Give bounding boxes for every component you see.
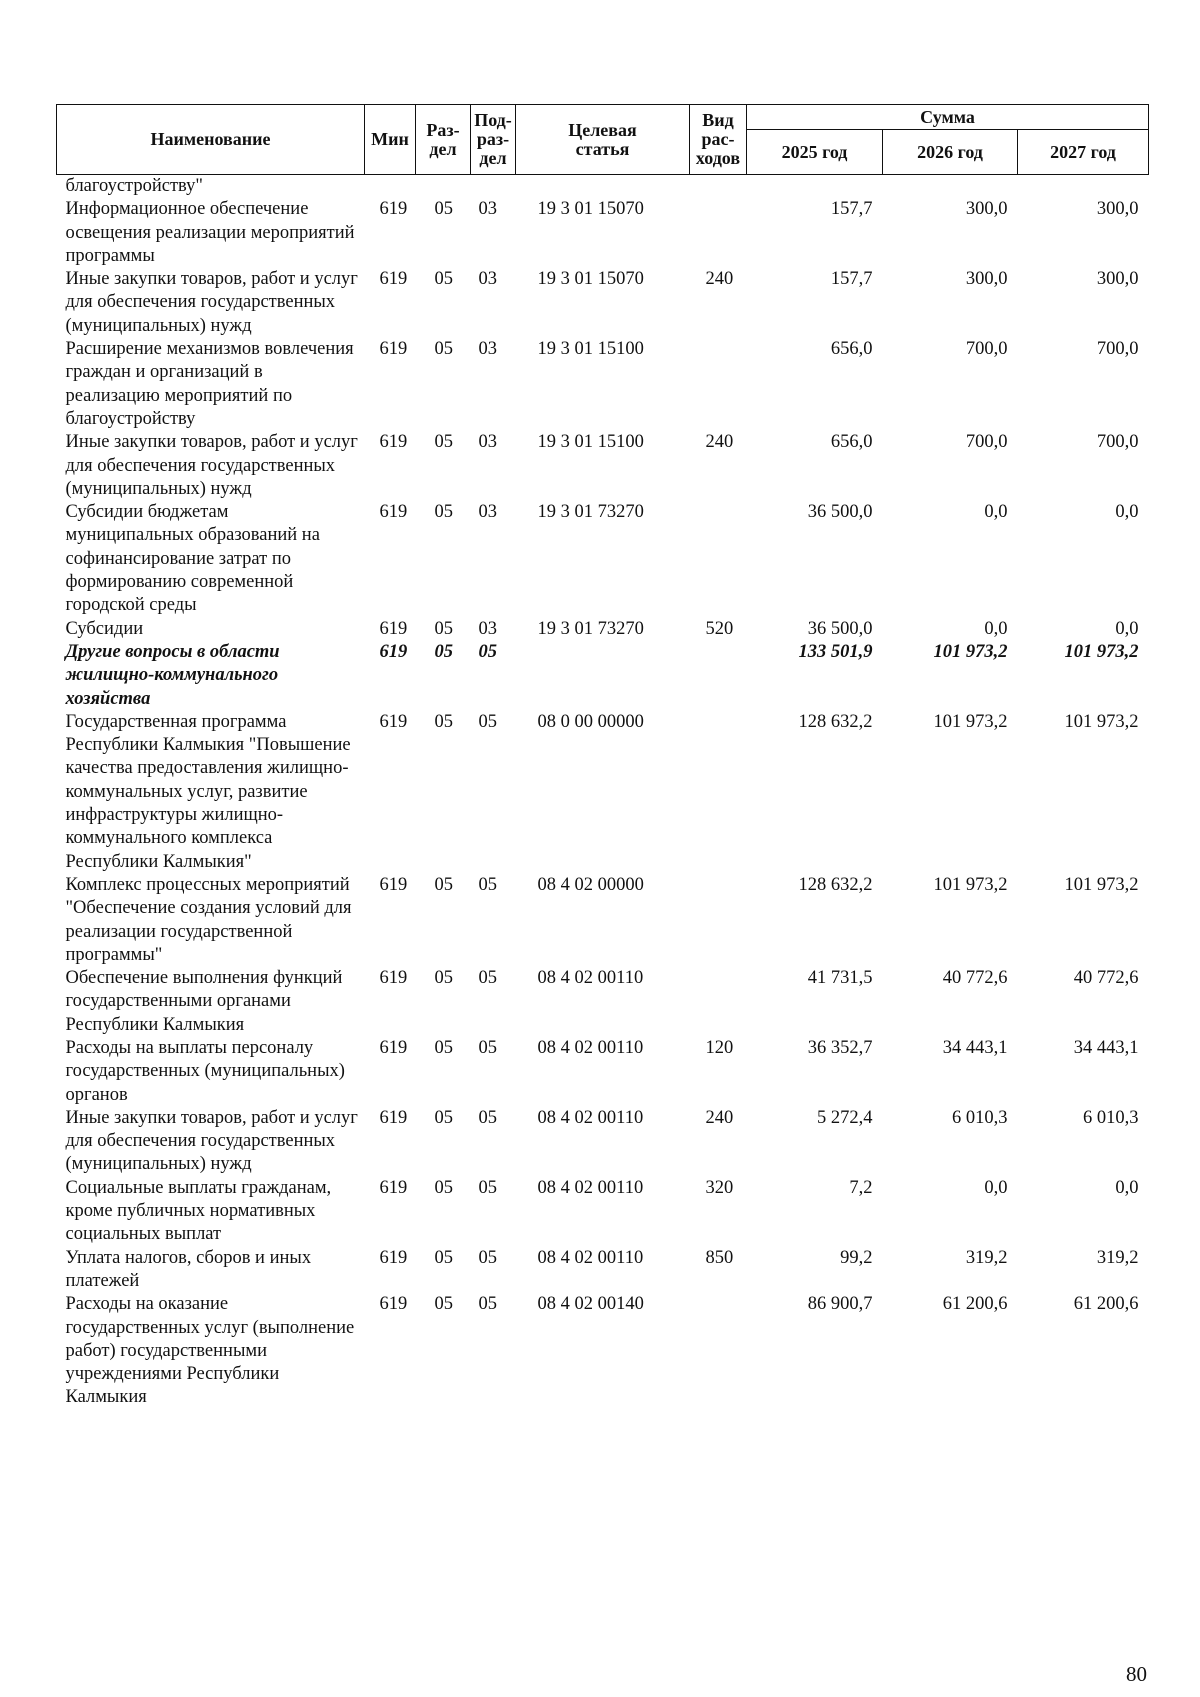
row-name: Обеспечение выполнения функций государственными органами Республики Калмыкия <box>65 968 343 1035</box>
table-row <box>57 641 1149 711</box>
row-sum-2026: 300,0 <box>965 269 1008 290</box>
row-razdel: 05 <box>434 1177 453 1198</box>
row-podrazdel: 05 <box>478 968 497 989</box>
row-min: 619 <box>379 1107 408 1128</box>
row-sum-2027 <box>1018 175 1149 199</box>
row-podrazdel: 03 <box>478 502 497 523</box>
row-min: 619 <box>379 968 408 989</box>
row-min: 619 <box>379 1037 408 1058</box>
row-sum-2026: 700,0 <box>965 432 1008 453</box>
row-sum-2026: 40 772,6 <box>942 968 1008 989</box>
row-celevaya: 08 4 02 00140 <box>537 1294 644 1315</box>
row-min <box>365 175 416 199</box>
row-celevaya: 19 3 01 73270 <box>537 618 644 639</box>
row-sum-2027: 0,0 <box>1115 618 1139 639</box>
row-sum-2025: 7,2 <box>849 1177 873 1198</box>
row-vid <box>690 501 747 617</box>
row-vid <box>690 874 747 967</box>
row-podrazdel: 05 <box>478 641 497 662</box>
row-razdel: 05 <box>434 199 453 220</box>
row-sum-2025 <box>747 175 883 199</box>
row-name: Социальные выплаты гражданам, кроме публичных нормативных социальных выплат <box>65 1177 332 1245</box>
row-min: 619 <box>379 1177 408 1198</box>
row-sum-2027: 61 200,6 <box>1073 1294 1139 1315</box>
page-number: 80 <box>1126 1662 1147 1686</box>
row-razdel: 05 <box>434 502 453 523</box>
table-body <box>57 175 1149 1410</box>
row-podrazdel: 03 <box>478 618 497 639</box>
table-row <box>57 967 1149 1037</box>
header-summa: Сумма <box>747 105 1149 130</box>
row-celevaya <box>516 175 690 199</box>
row-name: Субсидии бюджетам муниципальных образований на софинансирование затрат по формированию современной городской среды <box>65 502 320 616</box>
header-2027: 2027 год <box>1018 130 1149 175</box>
row-sum-2025: 157,7 <box>830 199 873 220</box>
row-name: Информационное обеспечение освещения реализации мероприятий программы <box>65 199 355 266</box>
row-vid <box>690 711 747 874</box>
row-name: Иные закупки товаров, работ и услуг для обеспечения государственных (муниципальных) нужд <box>65 269 358 336</box>
row-vid: 850 <box>705 1247 734 1268</box>
row-min: 619 <box>379 1247 408 1268</box>
row-razdel: 05 <box>434 968 453 989</box>
row-name: Государственная программа Республики Калмыкия "Повышение качества предоставления жилищно-коммунальных услуг, развитие инфраструктуры жилищно-коммунального комплекса Республики Калмыкия" <box>65 711 351 872</box>
table-row <box>57 618 1149 641</box>
row-celevaya <box>516 641 690 711</box>
row-sum-2025: 133 501,9 <box>798 641 873 662</box>
row-min: 619 <box>379 874 408 895</box>
row-podrazdel: 03 <box>478 269 497 290</box>
header-vid: Вид рас- ходов <box>690 105 747 175</box>
row-vid: 240 <box>705 269 734 290</box>
row-podrazdel: 03 <box>478 199 497 220</box>
row-vid: 520 <box>705 618 734 639</box>
row-name: Расходы на оказание государственных услуг (выполнение работ) государственными учреждениями Республики Калмыкия <box>65 1294 355 1408</box>
row-sum-2027: 34 443,1 <box>1073 1037 1139 1058</box>
row-vid <box>690 967 747 1037</box>
row-podrazdel: 05 <box>478 1247 497 1268</box>
row-sum-2026: 34 443,1 <box>942 1037 1008 1058</box>
row-celevaya: 08 4 02 00110 <box>537 968 644 989</box>
row-sum-2025: 36 500,0 <box>807 618 873 639</box>
row-sum-2026: 101 973,2 <box>933 711 1008 732</box>
table-row <box>57 268 1149 338</box>
row-sum-2025: 86 900,7 <box>807 1294 873 1315</box>
row-celevaya: 19 3 01 15100 <box>537 432 644 453</box>
row-podrazdel <box>471 175 516 199</box>
table-row <box>57 711 1149 874</box>
row-min: 619 <box>379 269 408 290</box>
header-razdel: Раз- дел <box>416 105 471 175</box>
row-podrazdel: 05 <box>478 1037 497 1058</box>
row-sum-2026: 101 973,2 <box>933 874 1008 895</box>
row-podrazdel: 05 <box>478 1107 497 1128</box>
row-celevaya: 08 4 02 00000 <box>537 874 644 895</box>
row-min: 619 <box>379 711 408 732</box>
row-sum-2027: 101 973,2 <box>1064 711 1139 732</box>
row-name: Иные закупки товаров, работ и услуг для обеспечения государственных (муниципальных) нужд <box>65 432 358 499</box>
row-sum-2027: 40 772,6 <box>1073 968 1139 989</box>
row-min: 619 <box>379 199 408 220</box>
row-razdel: 05 <box>434 1247 453 1268</box>
header-celevaya: Целевая статья <box>516 105 690 175</box>
row-razdel: 05 <box>434 1107 453 1128</box>
row-name: Расширение механизмов вовлечения граждан и организаций в реализацию мероприятий по благоустройству <box>65 339 354 429</box>
budget-table <box>56 104 1149 1410</box>
table-row <box>57 501 1149 617</box>
row-sum-2025: 99,2 <box>840 1247 873 1268</box>
header-2025: 2025 год <box>747 130 883 175</box>
row-celevaya: 19 3 01 15100 <box>537 339 644 360</box>
row-celevaya: 19 3 01 15070 <box>537 199 644 220</box>
row-sum-2026: 61 200,6 <box>942 1294 1008 1315</box>
row-vid <box>690 338 747 431</box>
row-sum-2027: 700,0 <box>1096 339 1139 360</box>
row-celevaya: 08 4 02 00110 <box>537 1107 644 1128</box>
row-sum-2027: 300,0 <box>1096 199 1139 220</box>
row-razdel: 05 <box>434 641 453 662</box>
row-celevaya: 08 0 00 00000 <box>537 711 644 732</box>
row-podrazdel: 03 <box>478 339 497 360</box>
table-row <box>57 1037 1149 1107</box>
header-name: Наименование <box>57 105 365 175</box>
table-row <box>57 198 1149 268</box>
row-celevaya: 19 3 01 73270 <box>537 502 644 523</box>
row-razdel: 05 <box>434 618 453 639</box>
row-name: Иные закупки товаров, работ и услуг для обеспечения государственных (муниципальных) нужд <box>65 1107 358 1175</box>
row-sum-2025: 36 352,7 <box>807 1037 873 1058</box>
row-sum-2025: 41 731,5 <box>807 968 873 989</box>
header-2026: 2026 год <box>883 130 1018 175</box>
row-razdel: 05 <box>434 1294 453 1315</box>
row-vid: 320 <box>705 1177 734 1198</box>
row-sum-2025: 656,0 <box>830 339 873 360</box>
row-min: 619 <box>379 502 408 523</box>
row-sum-2025: 656,0 <box>830 432 873 453</box>
row-podrazdel: 05 <box>478 1294 497 1315</box>
row-vid: 240 <box>705 1107 734 1128</box>
row-vid: 120 <box>705 1037 734 1058</box>
row-celevaya: 08 4 02 00110 <box>537 1247 644 1268</box>
table-row <box>57 338 1149 431</box>
row-sum-2026 <box>883 175 1018 199</box>
table-row <box>57 1177 1149 1247</box>
table-row <box>57 175 1149 199</box>
row-celevaya: 08 4 02 00110 <box>537 1037 644 1058</box>
row-vid <box>690 641 747 711</box>
row-vid <box>690 198 747 268</box>
table-row <box>57 1107 1149 1177</box>
row-name: Расходы на выплаты персоналу государственных (муниципальных) органов <box>65 1037 345 1105</box>
row-razdel <box>416 175 471 199</box>
row-razdel: 05 <box>434 1037 453 1058</box>
row-sum-2026: 0,0 <box>984 1177 1008 1198</box>
row-name: благоустройству" <box>65 176 203 196</box>
header-podrazdel: Под- раз- дел <box>471 105 516 175</box>
row-sum-2027: 101 973,2 <box>1064 874 1139 895</box>
row-podrazdel: 05 <box>478 711 497 732</box>
row-sum-2026: 0,0 <box>984 618 1008 639</box>
row-name: Комплекс процессных мероприятий "Обеспечение создания условий для реализации государственной программы" <box>65 874 352 965</box>
row-sum-2027: 300,0 <box>1096 269 1139 290</box>
row-sum-2025: 36 500,0 <box>807 502 873 523</box>
row-razdel: 05 <box>434 269 453 290</box>
row-min: 619 <box>379 618 408 639</box>
table-row <box>57 1247 1149 1294</box>
table-row <box>57 1293 1149 1409</box>
row-celevaya: 08 4 02 00110 <box>537 1177 644 1198</box>
row-vid <box>690 1293 747 1409</box>
row-sum-2026: 319,2 <box>965 1247 1008 1268</box>
row-razdel: 05 <box>434 711 453 732</box>
row-razdel: 05 <box>434 874 453 895</box>
table-row <box>57 431 1149 501</box>
row-vid <box>690 175 747 199</box>
row-sum-2026: 0,0 <box>984 502 1008 523</box>
row-name: Другие вопросы в области жилищно-коммунального хозяйства <box>65 641 280 709</box>
row-sum-2026: 101 973,2 <box>933 641 1008 662</box>
row-sum-2026: 300,0 <box>965 199 1008 220</box>
header-min: Мин <box>365 105 416 175</box>
row-sum-2027: 0,0 <box>1115 502 1139 523</box>
row-podrazdel: 03 <box>478 432 497 453</box>
row-podrazdel: 05 <box>478 1177 497 1198</box>
row-podrazdel: 05 <box>478 874 497 895</box>
row-min: 619 <box>379 339 408 360</box>
row-sum-2025: 5 272,4 <box>817 1107 873 1128</box>
row-razdel: 05 <box>434 432 453 453</box>
row-sum-2026: 700,0 <box>965 339 1008 360</box>
row-sum-2027: 101 973,2 <box>1064 641 1139 662</box>
row-razdel: 05 <box>434 339 453 360</box>
row-sum-2027: 6 010,3 <box>1083 1107 1139 1128</box>
table-header <box>57 105 1149 175</box>
table-row <box>57 874 1149 967</box>
row-sum-2025: 128 632,2 <box>798 711 873 732</box>
row-min: 619 <box>379 432 408 453</box>
row-name: Субсидии <box>65 618 144 639</box>
row-sum-2027: 319,2 <box>1096 1247 1139 1268</box>
row-celevaya: 19 3 01 15070 <box>537 269 644 290</box>
row-min: 619 <box>379 641 408 662</box>
row-sum-2026: 6 010,3 <box>952 1107 1008 1128</box>
row-sum-2027: 700,0 <box>1096 432 1139 453</box>
row-name: Уплата налогов, сборов и иных платежей <box>65 1247 312 1291</box>
row-sum-2027: 0,0 <box>1115 1177 1139 1198</box>
row-sum-2025: 128 632,2 <box>798 874 873 895</box>
row-sum-2025: 157,7 <box>830 269 873 290</box>
row-vid: 240 <box>705 432 734 453</box>
row-min: 619 <box>379 1294 408 1315</box>
